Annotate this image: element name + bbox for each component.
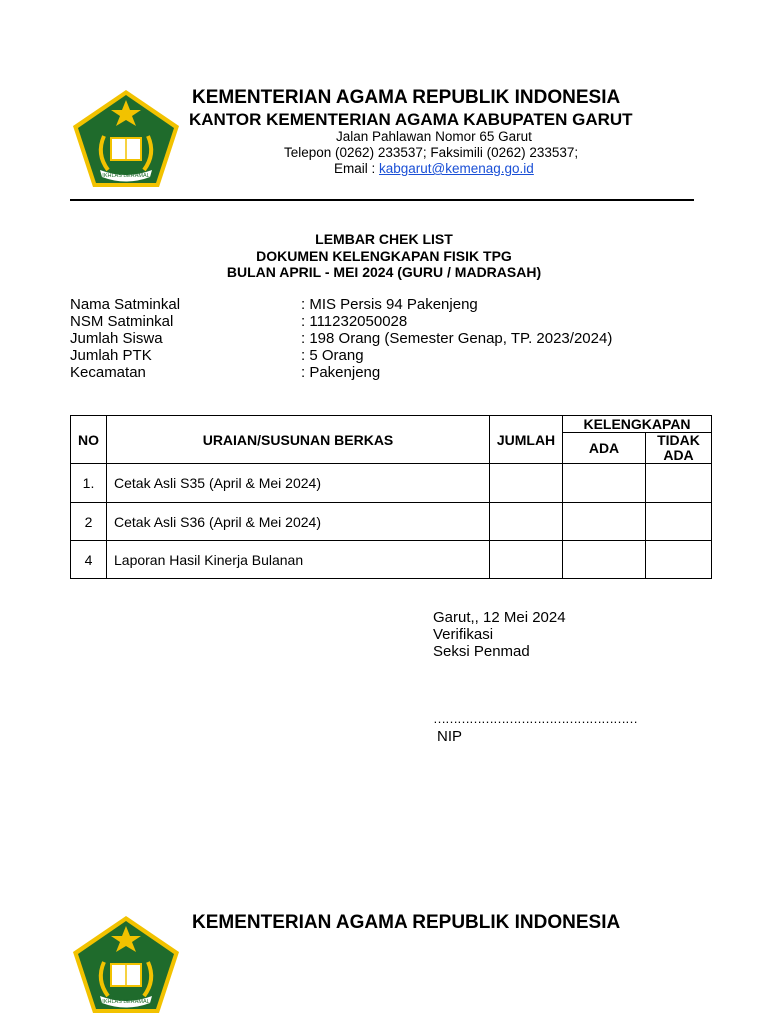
table-row — [71, 541, 712, 579]
row-missing-cell[interactable] — [646, 464, 712, 503]
row-no: 2 — [71, 503, 107, 541]
row-yes-cell[interactable] — [563, 464, 646, 503]
document-title-3: BULAN APRIL - MEI 2024 (GURU / MADRASAH) — [226, 264, 542, 280]
signature-role-2: Seksi Penmad — [433, 643, 530, 660]
row-no: 1. — [71, 464, 107, 503]
ministry-title: KEMENTERIAN AGAMA REPUBLIK INDONESIA — [192, 87, 621, 108]
header-missing-line2: ADA — [663, 447, 694, 463]
info-value-district: : Pakenjeng — [301, 364, 381, 381]
row-no: 4 — [71, 541, 107, 579]
info-label-district: Kecamatan — [70, 364, 146, 381]
signature-nip: NIP — [437, 728, 463, 745]
header-amount: JUMLAH — [490, 416, 563, 464]
header-yes: ADA — [563, 433, 646, 464]
phone-line: Telepon (0262) 233537; Faksimili (0262) 233537; — [284, 145, 579, 160]
email-label: Email : — [334, 161, 380, 176]
info-label-nsm: NSM Satminkal — [70, 313, 174, 330]
signature-place-date: Garut,, 12 Mei 2024 — [433, 609, 566, 626]
footer-ministry-title: KEMENTERIAN AGAMA REPUBLIK INDONESIA — [192, 912, 621, 933]
row-amount-cell[interactable] — [490, 464, 563, 503]
info-value-students: : 198 Orang (Semester Genap, TP. 2023/2024) — [301, 330, 613, 347]
row-missing-cell[interactable] — [646, 541, 712, 579]
header-completeness: KELENGKAPAN — [563, 416, 712, 433]
row-description: Cetak Asli S36 (April & Mei 2024) — [107, 503, 490, 541]
office-title: KANTOR KEMENTERIAN AGAMA KABUPATEN GARUT — [189, 110, 633, 129]
table-row — [71, 464, 712, 503]
address-line: Jalan Pahlawan Nomor 65 Garut — [336, 129, 532, 144]
row-missing-cell[interactable] — [646, 503, 712, 541]
svg-text:IKHLAS BERAMAL: IKHLAS BERAMAL — [102, 173, 150, 179]
signature-role-1: Verifikasi — [433, 626, 494, 643]
document-title-1: LEMBAR CHEK LIST — [315, 231, 453, 247]
header-missing — [646, 433, 712, 464]
info-label-students: Jumlah Siswa — [70, 330, 163, 347]
email-line — [334, 161, 534, 176]
row-description: Cetak Asli S35 (April & Mei 2024) — [107, 464, 490, 503]
table-row — [71, 503, 712, 541]
info-value-ptk: : 5 Orang — [301, 347, 364, 364]
header-missing-line1: TIDAK — [657, 432, 700, 448]
info-label-satminkal-name: Nama Satminkal — [70, 296, 181, 313]
row-description: Laporan Hasil Kinerja Bulanan — [107, 541, 490, 579]
info-label-ptk: Jumlah PTK — [70, 347, 152, 364]
info-value-satminkal-name: : MIS Persis 94 Pakenjeng — [301, 296, 478, 313]
ministry-logo — [70, 88, 182, 190]
ministry-logo-footer — [70, 914, 182, 1016]
header-no: NO — [71, 416, 107, 464]
row-yes-cell[interactable] — [563, 503, 646, 541]
header-description: URAIAN/SUSUNAN BERKAS — [107, 416, 490, 464]
email-link[interactable]: kabgarut@kemenag.go.id — [379, 161, 534, 176]
row-amount-cell[interactable] — [490, 503, 563, 541]
svg-text:IKHLAS BERAMAL: IKHLAS BERAMAL — [102, 999, 150, 1005]
row-amount-cell[interactable] — [490, 541, 563, 579]
letterhead-divider — [70, 199, 694, 201]
checklist-table — [70, 415, 712, 579]
row-yes-cell[interactable] — [563, 541, 646, 579]
info-value-nsm: : 111232050028 — [301, 313, 408, 330]
signature-dotted-line: …………………………………………… — [433, 711, 637, 726]
document-title-2: DOKUMEN KELENGKAPAN FISIK TPG — [256, 248, 512, 264]
